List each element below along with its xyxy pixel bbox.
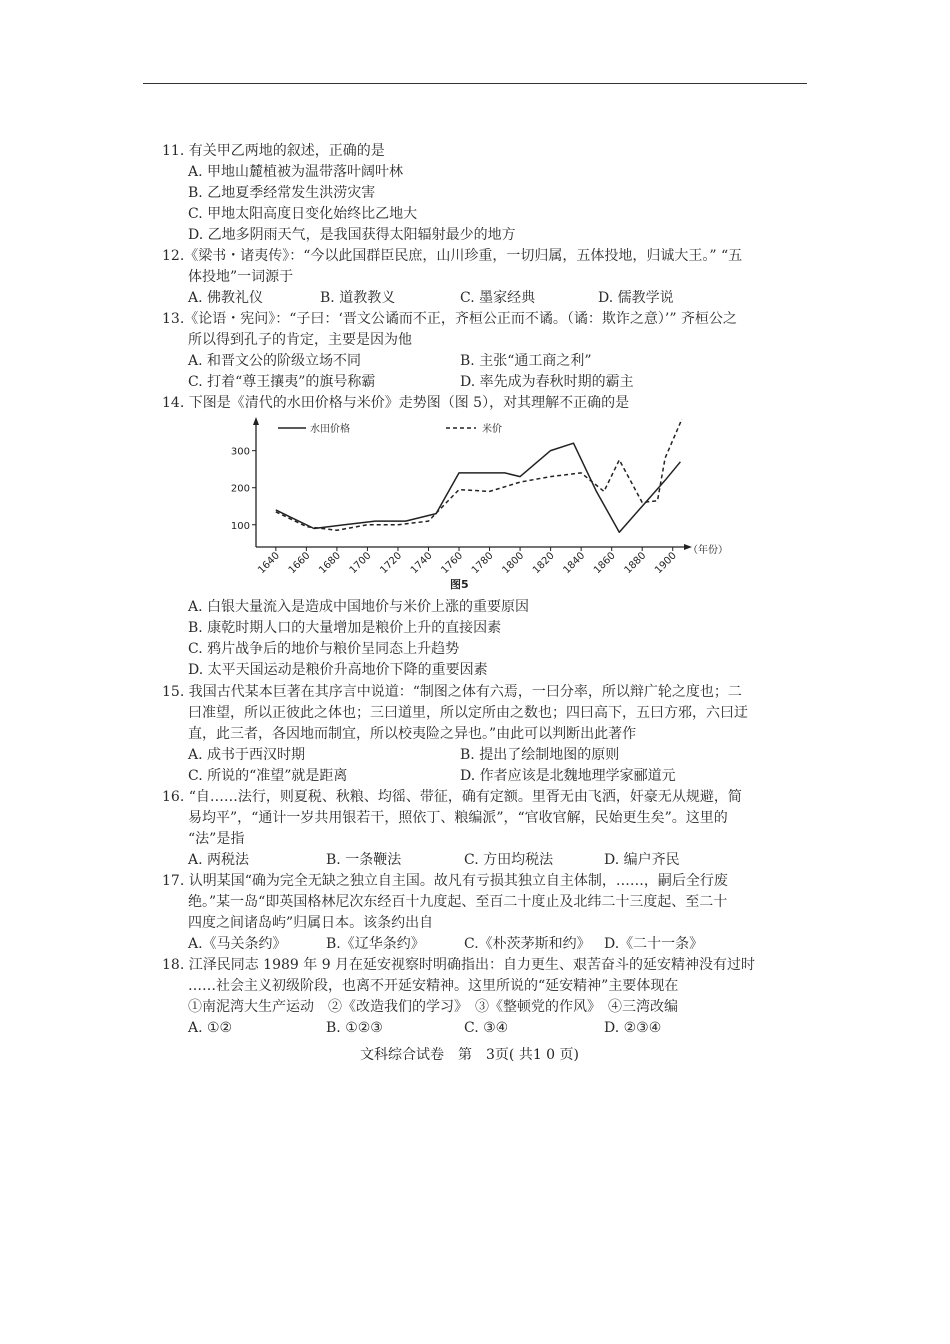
q18-items: ①南泥湾大生产运动 ②《改造我们的学习》 ③《整顿党的作风》 ④三湾改编 xyxy=(188,999,678,1015)
price-trend-chart xyxy=(200,415,760,595)
x-tick-label: 1700 xyxy=(347,550,374,577)
q13-option-a: A. 和晋文公的阶级立场不同 xyxy=(188,353,362,369)
q15-option-a: A. 成书于西汉时期 xyxy=(188,747,306,763)
q14-option-a: A. 白银大量流入是造成中国地价与米价上涨的重要原因 xyxy=(188,599,530,615)
y-tick-label: 100 xyxy=(230,520,250,532)
q12-option-d: D. 儒教学说 xyxy=(598,290,674,306)
series-line-land-price xyxy=(276,443,681,532)
q18-option-a: A. ①② xyxy=(188,1020,233,1036)
x-tick-label: 1840 xyxy=(561,550,588,577)
q17-option-c: C.《朴茨茅斯和约》 xyxy=(464,936,591,952)
y-axis-arrow xyxy=(253,417,259,425)
q13-stem-cont: 所以得到孔子的肯定，主要是因为他 xyxy=(188,332,412,348)
legend-label-land-price: 水田价格 xyxy=(310,424,350,435)
q11-option-d: D. 乙地多阴雨天气，是我国获得太阳辐射最少的地方 xyxy=(188,227,516,243)
q18-stem: 18. 江泽民同志 1989 年 9 月在延安视察时明确指出：自力更生、艰苦奋斗的延安精神没有过时 xyxy=(162,957,756,973)
q12-stem: 12.《梁书・诸夷传》：“今以此国群臣民庶，山川珍重，一切归属，五体投地，归诚大王。” “五 xyxy=(162,248,743,264)
q15-stem-cont-2: 直，此三者，各因地而制宜，所以校夷险之异也。”由此可以判断出此著作 xyxy=(188,726,637,742)
q17-option-d: D.《二十一条》 xyxy=(604,936,704,952)
q15-stem-cont-1: 曰准望，所以正彼此之体也；三曰道里，所以定所由之数也；四曰高下，五曰方邪，六曰迂 xyxy=(188,705,748,721)
x-axis-label: （年份） xyxy=(688,545,728,556)
q16-stem: 16. “自……法行，则夏税、秋粮、均徭、带征，确有定额。里胥无由飞洒，奸豪无从规避，简 xyxy=(162,789,742,805)
q18-option-b: B. ①②③ xyxy=(326,1020,383,1036)
x-tick-label: 1820 xyxy=(530,550,557,577)
q17-option-b: B.《辽华条约》 xyxy=(326,936,425,952)
y-tick-label: 300 xyxy=(230,446,250,458)
q18-option-d: D. ②③④ xyxy=(604,1020,662,1036)
q11-option-c: C. 甲地太阳高度日变化始终比乙地大 xyxy=(188,206,418,222)
q14-option-b: B. 康乾时期人口的大量增加是粮价上升的直接因素 xyxy=(188,620,502,636)
q16-option-d: D. 编户齐民 xyxy=(604,852,680,868)
q16-option-a: A. 两税法 xyxy=(188,852,250,868)
q11-option-b: B. 乙地夏季经常发生洪涝灾害 xyxy=(188,185,376,201)
q17-stem-cont-2: 四度之间诸岛屿”归属日本。该条约出自 xyxy=(188,915,434,931)
x-tick-label: 1680 xyxy=(317,550,344,577)
q14-option-d: D. 太平天国运动是粮价升高地价下降的重要因素 xyxy=(188,662,488,678)
q17-option-a: A.《马关条约》 xyxy=(188,936,287,952)
chart-svg xyxy=(200,415,760,595)
q17-stem-cont-1: 绝。”某一岛“即英国格林尼次东经百十九度起、至百二十度止及北纬二十三度起、至二十 xyxy=(188,894,728,910)
q16-stem-cont-2: “法”是指 xyxy=(188,831,245,847)
x-tick-label: 1720 xyxy=(378,550,405,577)
x-tick-label: 1900 xyxy=(653,550,679,577)
q18-option-c: C. ③④ xyxy=(464,1020,509,1036)
q11-option-a: A. 甲地山麓植被为温带落叶阔叶林 xyxy=(188,164,404,180)
q16-stem-cont-1: 易均平”，“通计一岁共用银若干，照依丁、粮编派”，“官收官解，民始更生矣”。这里的 xyxy=(188,810,728,826)
q12-stem-cont: 体投地”一词源于 xyxy=(188,269,294,285)
q14-stem: 14. 下图是《清代的水田价格与米价》走势图（图 5），对其理解不正确的是 xyxy=(162,395,630,411)
q13-stem: 13.《论语・宪问》：“子曰：‘晋文公谲而不正，齐桓公正而不谲。（谲：欺诈之意）’” 齐桓公之 xyxy=(162,311,737,327)
legend-label-rice-price: 米价 xyxy=(482,424,502,435)
y-tick-label: 200 xyxy=(230,483,250,495)
q18-stem-cont: ……社会主义初级阶段，也离不开延安精神。这里所说的“延安精神”主要体现在 xyxy=(188,978,679,994)
q17-stem: 17. 认明某国“确为完全无缺之独立自主国。故凡有亏损其独立自主体制，……，嗣后全行废 xyxy=(162,873,728,889)
series-line-rice-price xyxy=(276,419,682,530)
x-tick-label: 1660 xyxy=(286,550,313,577)
x-tick-label: 1800 xyxy=(500,550,527,577)
q15-option-d: D. 作者应该是北魏地理学家郦道元 xyxy=(460,768,676,784)
x-tick-label: 1780 xyxy=(469,550,496,577)
q16-option-b: B. 一条鞭法 xyxy=(326,852,402,868)
x-tick-label: 1880 xyxy=(622,550,649,577)
q15-option-b: B. 提出了绘制地图的原则 xyxy=(460,747,620,763)
q12-option-c: C. 墨家经典 xyxy=(460,290,536,306)
q11-stem: 11. 有关甲乙两地的叙述，正确的是 xyxy=(162,143,385,159)
figure-caption: 图5 xyxy=(450,578,469,591)
page-footer: 文科综合试卷 第 3页( 共1 0 页) xyxy=(360,1047,579,1063)
q13-option-b: B. 主张“通工商之利” xyxy=(460,353,592,369)
x-tick-label: 1640 xyxy=(256,550,282,577)
q15-stem: 15. 我国古代某本巨著在其序言中说道：“制图之体有六焉，一曰分率，所以辩广轮之度也；二 xyxy=(162,684,742,700)
q12-option-b: B. 道教教义 xyxy=(320,290,396,306)
q14-option-c: C. 鸦片战争后的地价与粮价呈同态上升趋势 xyxy=(188,641,460,657)
q16-option-c: C. 方田均税法 xyxy=(464,852,554,868)
q13-option-d: D. 率先成为春秋时期的霸主 xyxy=(460,374,634,390)
x-tick-label: 1860 xyxy=(592,550,618,577)
q15-option-c: C. 所说的“准望”就是距离 xyxy=(188,768,348,784)
x-tick-label: 1740 xyxy=(408,550,435,577)
q13-option-c: C. 打着“尊王攘夷”的旗号称霸 xyxy=(188,374,376,390)
top-rule xyxy=(143,83,807,84)
q12-option-a: A. 佛教礼仪 xyxy=(188,290,264,306)
x-tick-label: 1760 xyxy=(439,550,466,577)
